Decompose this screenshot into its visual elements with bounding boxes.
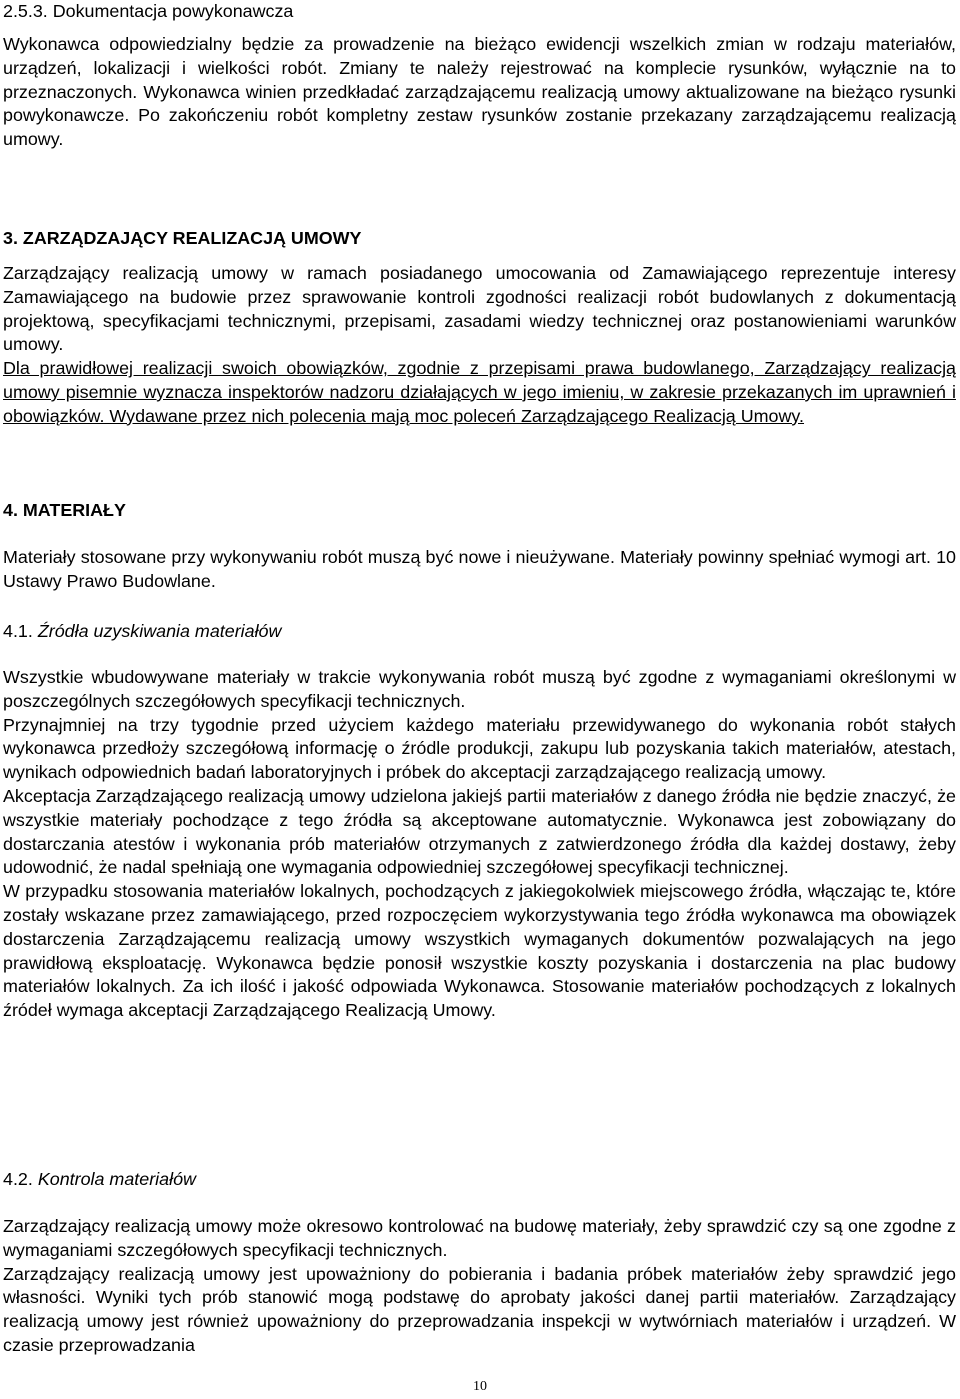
paragraph-zrodla-4: W przypadku stosowania materiałów lokalnych, pochodzących z jakiegokolwiek miejscowego źródła, włączając te, które zostały wskazane przez zamawiającego, przed rozpoczęciem wykorzystywania tego źródła wykonawca ma obowiązek dostarczenia Zarządzającemu realizacją umowy wszystkich wymaganych dokumentów pozwalających na jego prawidłową eksploatację. Wykonawca będzie ponosił wszystkie koszty pozyskania i dostarczenia na plac budowy materiałów lokalnych. Za ich ilość i jakość odpowiada Wykonawca. Stosowanie materiałów pochodzących z lokalnych źródeł wymaga akceptacji Zarządzającego Realizacją Umowy. [3,881,956,1021]
paragraph-inspektorzy-underlined: Dla prawidłowej realizacji swoich obowiązków, zgodnie z przepisami prawa budowlanego, Zarządzający realizacją umowy pisemnie wyznacza inspektorów nadzoru działających w jego imieniu, w zakresie przekazanych im uprawnień i obowiązków. Wydawane przez nich polecenia mają moc poleceń Zarządzającego Realizacją Umowy. [3,358,956,426]
subsection-number: 4.1. [3,621,33,641]
section-3-body [3,262,956,429]
subsection-heading-4-1 [3,620,956,644]
paragraph-zrodla-2: Przynajmniej na trzy tygodnie przed użyciem każdego materiału przewidywanego do wykonania robót stałych wykonawca przedłoży szczegółową informację o źródle produkcji, zakupu lub pozyskania takich materiałów, atestach, wynikach odpowiednich badań laboratoryjnych i próbek do akceptacji zarządzającego realizacją umowy. [3,714,956,783]
subsection-title: Źródła uzyskiwania materiałów [37,621,282,641]
paragraph-kontrola-2: Zarządzający realizacją umowy jest upoważniony do pobierania i badania próbek materiałów żeby sprawdzić jego własności. Wyniki tych prób stanowić mogą podstawę do aprobaty jakości danej partii materiałów. Zarządzający realizacją umowy jest również upoważniony do przeprowadzania inspekcji w wytwórniach materiałów i urządzeń. W czasie przeprowadzania [3,1263,956,1355]
subsection-number: 4.2. [3,1169,33,1189]
section-heading-4: 4. MATERIAŁY [3,500,126,520]
section-4-2-body [3,1215,956,1358]
paragraph-materialy: Materiały stosowane przy wykonywaniu robót muszą być nowe i nieużywane. Materiały powinny spełniać wymogi art. 10 Ustawy Prawo Budowlane. [3,547,956,591]
paragraph-dokumentacja: Wykonawca odpowiedzialny będzie za prowadzenie na bieżąco ewidencji wszelkich zmian w rodzaju materiałów, urządzeń, lokalizacji i wielkości robót. Zmiany te należy rejestrować na komplecie rysunków, wyłącznie na to przeznaczonych. Wykonawca winien przedkładać zarządzającemu realizacją umowy aktualizowane na bieżąco rysunki powykonawcze. Po zakończeniu robót kompletny zestaw rysunków zostanie przekazany zarządzającemu realizacją umowy. [3,34,956,150]
paragraph-zarzadzajacy: Zarządzający realizacją umowy w ramach posiadanego umocowania od Zamawiającego reprezentuje interesy Zamawiającego na budowie przez sprawowanie kontroli zgodności realizacji robót budowlanych z dokumentacją projektową, specyfikacjami technicznymi, przepisami, zasadami wiedzy technicznej oraz postanowieniami warunków umowy. [3,263,956,355]
subsection-heading-4-2 [3,1168,956,1192]
section-heading-3: 3. ZARZĄDZAJĄCY REALIZACJĄ UMOWY [3,228,362,248]
section-4-1-body [3,666,956,1023]
paragraph-zrodla-1: Wszystkie wbudowywane materiały w trakcie wykonywania robót muszą być zgodne z wymaganiami określonymi w poszczególnych szczegółowych specyfikacji technicznych. [3,667,956,711]
subsection-title: Kontrola materiałów [37,1169,196,1189]
section-heading-2-5-3: 2.5.3. Dokumentacja powykonawcza [3,1,294,21]
paragraph-kontrola-1: Zarządzający realizacją umowy może okresowo kontrolować na budowę materiały, żeby sprawdzić czy są one zgodne z wymaganiami szczegółowych specyfikacji technicznych. [3,1216,956,1260]
page-number: 10 [473,1379,487,1394]
paragraph-zrodla-3: Akceptacja Zarządzającego realizacją umowy udzielona jakiejś partii materiałów z danego źródła nie będzie znaczyć, że wszystkie materiały pochodzące z tego źródła są akceptowane automatycznie. Wykonawca jest zobowiązany do dostarczania atestów i wykonania prób materiałów otrzymanych z zatwierdzonego źródła dla każdej dostawy, żeby udowodnić, że nadal spełniają one wymagania odpowiedniej szczegółowej specyfikacji technicznej. [3,785,956,878]
